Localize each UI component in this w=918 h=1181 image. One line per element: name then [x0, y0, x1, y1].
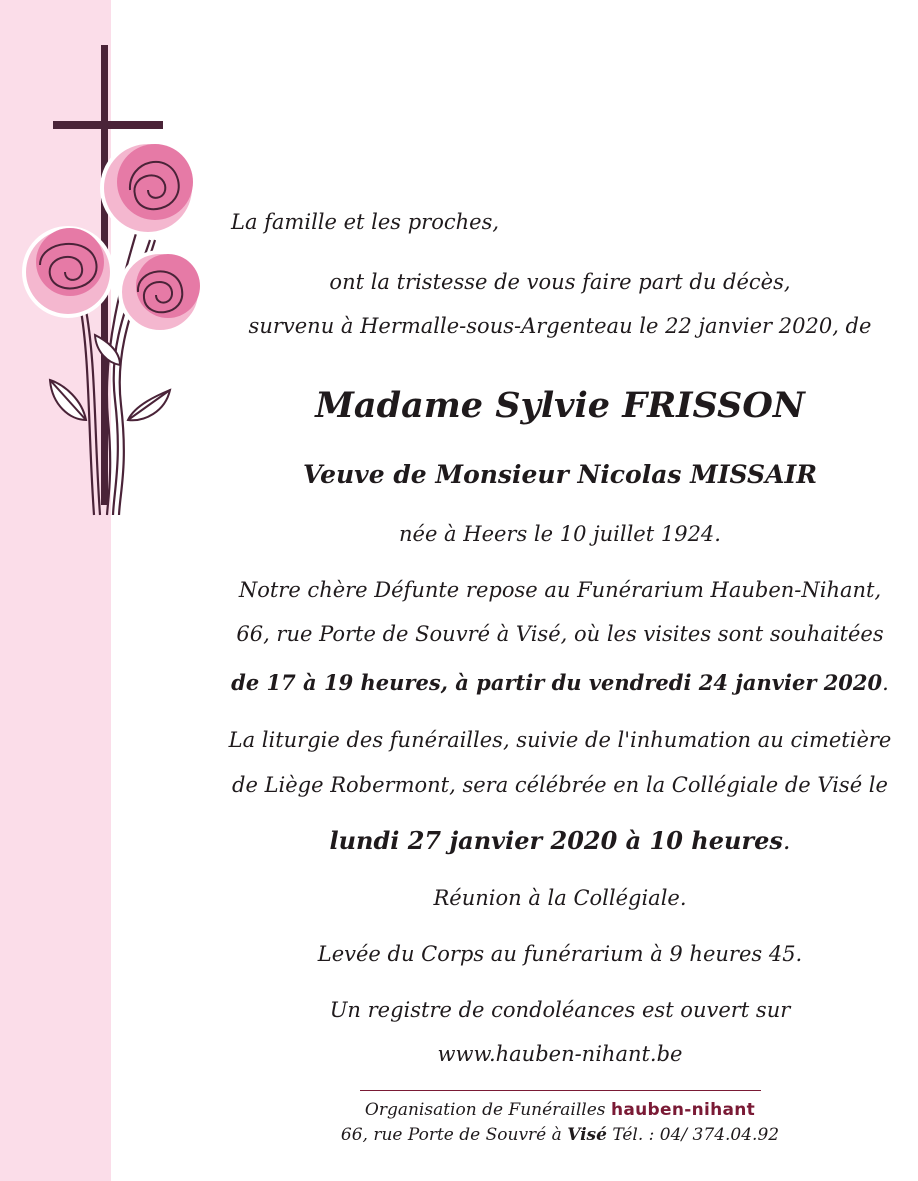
deceased-name: Madame Sylvie FRISSON	[315, 385, 805, 426]
widow-of: Veuve de Monsieur Nicolas MISSAIR	[303, 460, 817, 489]
cross-and-roses-illustration	[10, 40, 210, 525]
rose-left	[24, 228, 112, 316]
leaves	[50, 335, 170, 420]
footer-address-prefix: 66, rue Porte de Souvré à	[340, 1125, 568, 1145]
footer-phone: Tél. : 04/ 374.04.92	[606, 1125, 780, 1145]
liturgy-line-2: de Liège Robermont, sera célébrée en la Collégiale de Visé le	[232, 773, 888, 797]
footer-organisation	[210, 1100, 910, 1120]
footer-address	[210, 1125, 910, 1145]
rest-info-line-1: Notre chère Défunte repose au Funérarium Hauben-Nihant,	[238, 578, 882, 602]
levee-info: Levée du Corps au funérarium à 9 heures 45.	[317, 942, 803, 966]
registry-info: Un registre de condoléances est ouvert sur	[329, 998, 791, 1022]
brand-logo-text: hauben-nihant	[610, 1100, 756, 1120]
announcement-line-1: ont la tristesse de vous faire part du décès,	[329, 270, 791, 294]
announcement-line-2: survenu à Hermalle-sous-Argenteau le 22 janvier 2020, de	[248, 314, 872, 338]
birth-info: née à Heers le 10 juillet 1924.	[399, 522, 721, 546]
rose-top	[102, 142, 194, 234]
footer-divider	[360, 1090, 761, 1091]
intro-line: La famille et les proches,	[231, 210, 500, 234]
meeting-info: Réunion à la Collégiale.	[433, 886, 687, 910]
liturgy-line-1: La liturgie des funérailles, suivie de l'inhumation au cimetière	[228, 728, 892, 752]
ceremony-date-text: lundi 27 janvier 2020 à 10 heures	[329, 826, 783, 855]
ceremony-date-period: .	[782, 827, 791, 855]
footer-org-prefix: Organisation de Funérailles	[364, 1100, 611, 1120]
visit-hours-text: de 17 à 19 heures, à partir du vendredi 24 janvier 2020	[231, 670, 883, 695]
website-link[interactable]: www.hauben-nihant.be	[437, 1042, 683, 1066]
rose-right	[120, 252, 200, 332]
ceremony-date	[210, 826, 910, 855]
visit-hours-period: .	[882, 671, 889, 695]
footer-city: Visé	[567, 1125, 607, 1145]
rest-info-line-2: 66, rue Porte de Souvré à Visé, où les visites sont souhaitées	[236, 622, 884, 646]
cross-horizontal	[53, 121, 163, 129]
visit-hours	[210, 670, 910, 695]
